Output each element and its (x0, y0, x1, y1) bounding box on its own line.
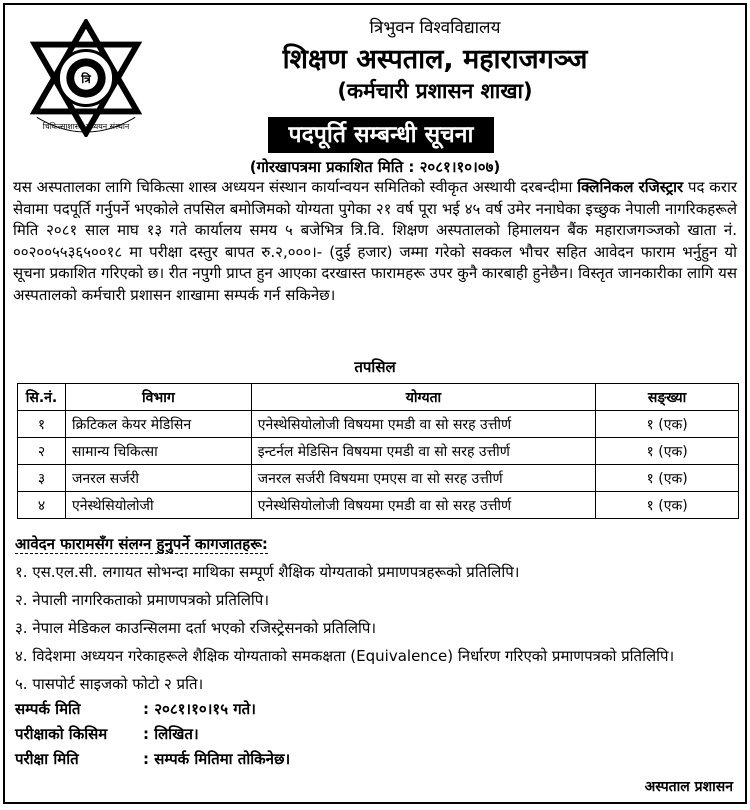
documents-heading: आवेदन फारामसँग संलग्न हुनुपर्ने कागजातहरू: (15, 535, 268, 553)
list-item: ५. पासपोर्ट साइजको फोटो २ प्रति। (15, 675, 204, 693)
cell-qualification: इन्टर्नल मेडिसिन विषयमा एमडी वा सो सरह उत्तीर्ण (251, 438, 595, 465)
table-row (18, 465, 739, 492)
col-header-department: विभाग (65, 384, 251, 411)
documents-list (15, 561, 737, 701)
cell-department: क्रिटिकल केयर मेडिसिन (65, 411, 251, 438)
notice-title: पदपूर्ति सम्बन्धी सूचना (268, 117, 494, 153)
cell-count: १ (एक) (596, 492, 739, 519)
notice-body (13, 177, 737, 306)
exam-date-row (15, 749, 290, 774)
hospital-name: शिक्षण अस्पताल, महाराजगञ्ज (282, 44, 588, 75)
section-name: (कर्मचारी प्रशासन शाखा) (337, 79, 533, 103)
body-details: पद करार सेवामा पदपूर्ति गर्नुपर्ने भएकोले तपसिल बमोजिमको योग्यता पुगेका २१ वर्ष पूरा भई ४५ वर्ष उमेर ननाघेका इच्छुक नेपाली नागरिकहरूले मिति २०८१ साल माघ १३ गते कार्यालय समय ५ बजेभित्र त्रि.वि. शिक्षण अस्पतालको हिमालयन बैंक महाराजगञ्जको खाता नं. ००२००५५३६५००१८ मा परीक्षा दस्तुर बापत रु.२,०००।- (दुई हजार) जम्मा गरेको सक्कल भौचर सहित आवेदन फाराम भर्नुहुन यो सूचना प्रकाशित गरिएको छ। रीत नपुगी प्राप्त हुन आएका दरखास्त फारामहरू उपर कुनै कारबाही हुनेछैन। विस्तृत जानकारीका लागि यस अस्पतालको कर्मचारी प्रशासन शाखामा सम्पर्क गर्न सकिनेछ। (13, 178, 737, 304)
svg-text:त्रि: त्रि (81, 71, 91, 86)
exam-type-row (15, 724, 290, 749)
notice-page (3, 3, 747, 804)
list-item: २. नेपाली नागरिकताको प्रमाणपत्रको प्रतिलिपि। (15, 591, 270, 609)
contact-date-row (15, 699, 290, 724)
cell-sn: ४ (18, 492, 66, 519)
exam-info (15, 699, 290, 774)
signature: अस्पताल प्रशासन (644, 779, 733, 795)
col-header-sn: सि.नं. (18, 384, 66, 411)
university-name: त्रिभुवन विश्वविद्यालय (369, 18, 501, 38)
col-header-count: सङ्ख्या (596, 384, 739, 411)
cell-count: १ (एक) (596, 411, 739, 438)
cell-qualification: एनेस्थेसियोलोजी विषयमा एमडी वा सो सरह उत्तीर्ण (251, 492, 595, 519)
list-item: ३. नेपाल मेडिकल काउन्सिलमा दर्ता भएको रजिस्ट्रेसनको प्रतिलिपि। (15, 619, 377, 637)
exam-date-label: परीक्षा मिति (15, 750, 79, 768)
exam-date-value: : सम्पर्क मितिमा तोकिनेछ। (143, 750, 291, 768)
exam-type-label: परीक्षाको किसिम (15, 725, 108, 743)
cell-count: १ (एक) (596, 438, 739, 465)
contact-date-label: सम्पर्क मिति (15, 700, 81, 718)
publish-date: (गोरखापत्रमा प्रकाशित मिति : २०८१।१०।०७) (249, 158, 501, 176)
table-row (18, 411, 739, 438)
svg-text:चिकित्साशास्त्र अध्ययन संस्थान: चिकित्साशास्त्र अध्ययन संस्थान (42, 122, 130, 132)
list-item: ४. विदेशमा अध्ययन गरेकाहरूले शैक्षिक योग्यताको समकक्षता (Equivalence) निर्धारण गरिएको प्रमाणपत्रको प्रतिलिपि। (15, 647, 675, 665)
tapasil-heading: तपसिल (354, 358, 396, 376)
cell-count: १ (एक) (596, 465, 739, 492)
exam-type-value: : लिखित। (143, 725, 199, 743)
table-header-row (18, 384, 739, 411)
cell-sn: ३ (18, 465, 66, 492)
body-intro: यस अस्पतालका लागि चिकित्सा शास्त्र अध्ययन संस्थान कार्यान्वयन समितिको स्वीकृत अस्थायी दरबन्दीमा (13, 178, 573, 196)
list-item: १. एस.एल.सी. लगायत सोभन्दा माथिका सम्पूर्ण शैक्षिक योग्यताको प्रमाणपत्रहरूको प्रतिलिपि। (15, 563, 520, 581)
cell-department: जनरल सर्जरी (65, 465, 251, 492)
cell-sn: १ (18, 411, 66, 438)
table-row (18, 492, 739, 519)
cell-department: सामान्य चिकित्सा (65, 438, 251, 465)
cell-department: एनेस्थेसियोलोजी (65, 492, 251, 519)
table-row (18, 438, 739, 465)
col-header-qualification: योग्यता (251, 384, 595, 411)
post-name: क्लिनिकल रजिस्ट्रार (577, 178, 684, 196)
positions-table (17, 383, 739, 519)
cell-qualification: एनेस्थेसियोलोजी विषयमा एमडी वा सो सरह उत्तीर्ण (251, 411, 595, 438)
cell-qualification: जनरल सर्जरी विषयमा एमएस वा सो सरह उत्तीर्ण (251, 465, 595, 492)
contact-date-value: : २०८१।१०।१५ गते। (143, 700, 256, 718)
cell-sn: २ (18, 438, 66, 465)
